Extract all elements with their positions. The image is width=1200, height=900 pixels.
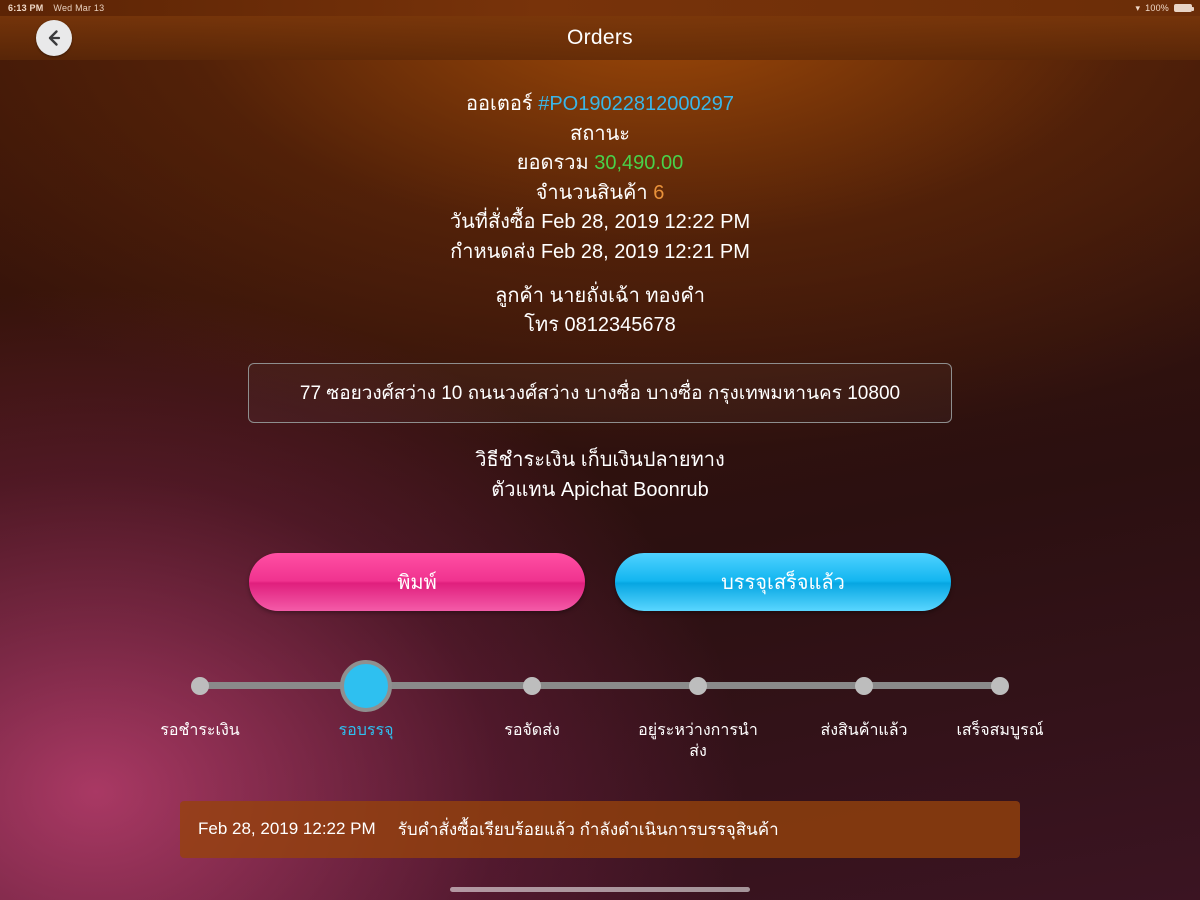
order-count-label: จำนวนสินค้า <box>535 181 648 204</box>
stepper-label-4: ส่งสินค้าแล้ว <box>820 721 908 739</box>
stepper-dot-5[interactable] <box>991 677 1009 695</box>
payment-row <box>0 445 1200 475</box>
order-summary <box>0 90 1200 341</box>
phone-row <box>0 311 1200 341</box>
agent-label: ตัวแทน <box>491 478 556 501</box>
order-id-label: ออเตอร์ <box>466 93 533 115</box>
agent-value: Apichat Boonrub <box>560 478 709 501</box>
action-button-row <box>0 553 1200 611</box>
payment-value: เก็บเงินปลายทาง <box>580 448 725 471</box>
order-date-row <box>0 208 1200 238</box>
pack-done-button[interactable]: บรรจุเสร็จแล้ว <box>615 553 951 611</box>
stepper-dot-0[interactable] <box>191 677 209 695</box>
order-detail-content <box>0 60 1200 900</box>
stepper-label-1: รอบรรจุ <box>338 721 394 739</box>
battery-label: 100% <box>1145 3 1169 13</box>
phone-label: โทร <box>524 314 559 337</box>
page-title: Orders <box>567 26 633 49</box>
order-id-value: #PO19022812000297 <box>538 93 734 115</box>
customer-value: นายถั่งเฉ้า ทองคำ <box>549 284 705 307</box>
stepper-dot-3[interactable] <box>689 677 707 695</box>
customer-row <box>0 282 1200 312</box>
navigation-bar <box>0 16 1200 60</box>
status-date: Wed Mar 13 <box>53 3 105 13</box>
order-total-label: ยอดรวม <box>516 152 589 175</box>
status-time: 6:13 PM <box>8 3 44 13</box>
stepper-dot-2[interactable] <box>523 677 541 695</box>
agent-row <box>0 475 1200 505</box>
stepper-labels <box>160 721 1044 767</box>
order-status-row <box>0 120 1200 150</box>
customer-label: ลูกค้า <box>495 284 545 307</box>
order-total-row <box>0 149 1200 179</box>
phone-value: 0812345678 <box>564 314 676 337</box>
order-count-value: 6 <box>653 181 665 204</box>
order-count-row <box>0 179 1200 209</box>
order-total-value: 30,490.00 <box>594 152 684 175</box>
status-bar <box>0 0 1200 16</box>
history-row <box>180 801 1020 858</box>
status-right <box>1135 3 1192 14</box>
order-date-value: Feb 28, 2019 12:22 PM <box>541 211 751 234</box>
stepper-dot-1[interactable] <box>340 660 392 712</box>
history-timestamp: Feb 28, 2019 12:22 PM <box>198 819 376 839</box>
payment-label: วิธีชำระเงิน <box>475 448 576 471</box>
order-status-label: สถานะ <box>570 122 630 145</box>
history-message: รับคำสั่งซื้อเรียบร้อยแล้ว กำลังดำเนินการบรรจุสินค้า <box>397 819 779 839</box>
order-status-stepper <box>170 669 1030 705</box>
stepper-label-2: รอจัดส่ง <box>504 721 560 739</box>
stepper-label-0: รอชำระเงิน <box>160 721 240 739</box>
wifi-icon: ▾ <box>1135 2 1141 13</box>
shipping-address-text: 77 ซอยวงศ์สว่าง 10 ถนนวงศ์สว่าง บางซื่อ บางซื่อ กรุงเทพมหานคร 10800 <box>299 382 901 404</box>
stepper-label-5: เสร็จสมบูรณ์ <box>956 721 1044 739</box>
back-button[interactable] <box>36 20 72 56</box>
due-date-row <box>0 238 1200 268</box>
stepper-dot-4[interactable] <box>855 677 873 695</box>
shipping-address-box <box>248 363 952 423</box>
due-date-value: Feb 28, 2019 12:21 PM <box>540 240 750 263</box>
order-id-row <box>0 90 1200 120</box>
home-indicator <box>450 887 750 892</box>
due-date-label: กำหนดส่ง <box>450 240 536 263</box>
stepper-track <box>200 682 1000 689</box>
back-arrow-icon <box>44 28 64 48</box>
print-button[interactable]: พิมพ์ <box>249 553 585 611</box>
stepper-label-3: อยู่ระหว่างการนำส่ง <box>638 721 758 760</box>
payment-info <box>0 445 1200 505</box>
battery-icon <box>1174 4 1192 12</box>
order-date-label: วันที่สั่งซื้อ <box>449 211 536 234</box>
